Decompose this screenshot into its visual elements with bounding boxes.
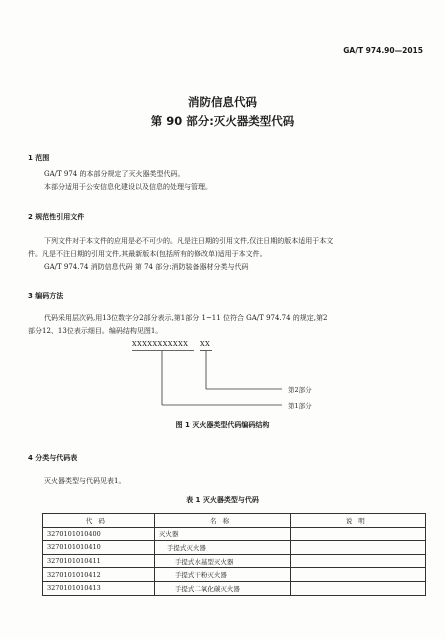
table-cell-note: [291, 581, 426, 595]
figure-label-part-1: 第1部分: [288, 402, 312, 410]
table-cell-code: 3270101010411: [43, 554, 155, 568]
table-row: [43, 568, 426, 582]
section-3-paragraph-line-1: 代码采用层次码,用13位数字分2部分表示,第1部分 1~11 位符合 GA/T 974.74 的规定,第2: [44, 314, 328, 322]
table-cell-code: 3270101010410: [43, 541, 155, 555]
section-1-paragraph-1: GA/T 974 的本部分规定了灭火器类型代码。: [44, 170, 185, 178]
section-4-paragraph: 灭火器类型与代码见表1。: [44, 477, 126, 485]
table-cell-name: 灭火器: [154, 527, 291, 541]
table-cell-code: 3270101010412: [43, 568, 155, 582]
figure-code-part-2: XX: [200, 340, 211, 348]
table-cell-code: 3270101010400: [43, 527, 155, 541]
section-4-heading: 4 分类与代码表: [28, 454, 78, 462]
table-cell-name: 手提式水基型灭火器: [154, 554, 291, 568]
table-cell-note: [291, 541, 426, 555]
table-row: [43, 527, 426, 541]
table-cell-note: [291, 527, 426, 541]
table-header-row: [43, 514, 426, 528]
figure-caption: 图 1 灭火器类型代码编码结构: [175, 421, 270, 429]
section-3-heading: 3 编码方法: [28, 292, 64, 300]
table-row: [43, 541, 426, 555]
section-2-heading: 2 规范性引用文件: [28, 213, 85, 221]
figure-label-part-2: 第2部分: [288, 386, 312, 394]
section-1-heading: 1 范围: [28, 154, 50, 162]
table-cell-name: 手提式二氧化碳灭火器: [154, 581, 291, 595]
section-3-paragraph-line-2: 部分12、13位表示细目。编码结构见图1。: [28, 327, 163, 335]
section-1-paragraph-2: 本部分适用于公安信息化建设以及信息的处理与管理。: [44, 183, 212, 191]
section-2-reference: GA/T 974.74 消防信息代码 第 74 部分:消防装备器材分类与代码: [44, 263, 249, 271]
table-cell-note: [291, 568, 426, 582]
table-cell-name: 手提式干粉灭火器: [154, 568, 291, 582]
table-row: [43, 554, 426, 568]
table-header-note: 说明: [291, 514, 426, 528]
table-caption: 表 1 灭火器类型与代码: [186, 496, 259, 504]
document-subtitle: 第 90 部分:灭火器类型代码: [150, 114, 295, 128]
table-header-code: 代码: [43, 514, 155, 528]
section-2-paragraph-line-2: 件。凡是不注日期的引用文件,其最新版本(包括所有的修改单)适用于本文件。: [28, 250, 267, 258]
figure-code-part-1: XXXXXXXXXXX: [132, 340, 189, 348]
table-row: [43, 581, 426, 595]
table-cell-code: 3270101010413: [43, 581, 155, 595]
code-table: [42, 513, 426, 596]
table-header-name: 名称: [154, 514, 291, 528]
section-2-paragraph-line-1: 下列文件对于本文件的应用是必不可少的。凡是注日期的引用文件,仅注日期的版本适用于本文: [44, 237, 334, 245]
table-cell-note: [291, 554, 426, 568]
document-title: 消防信息代码: [188, 95, 257, 109]
table-cell-name: 手提式灭火器: [154, 541, 291, 555]
header-standard-code: GA/T 974.90—2015: [343, 46, 423, 55]
